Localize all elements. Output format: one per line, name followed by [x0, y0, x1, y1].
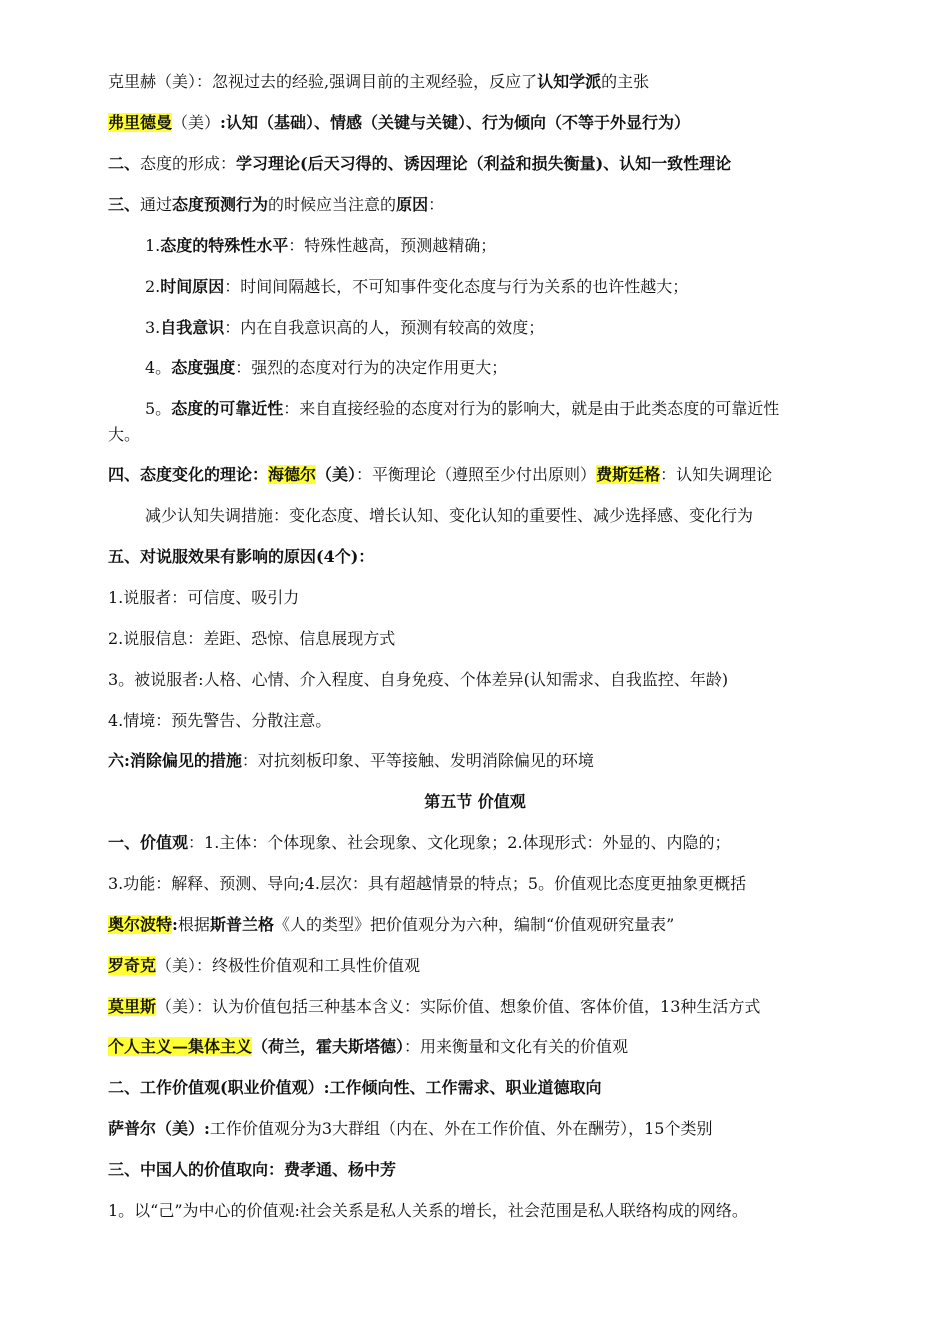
text-segment: （荷兰，霍夫斯塔德） — [252, 1037, 405, 1056]
text-segment: ：时间间隔越长，不可知事件变化态度与行为关系的也许性越大； — [224, 277, 689, 296]
text-segment: ：内在自我意识高的人，预测有较高的效度； — [224, 318, 545, 337]
text-segment: ：对抗刻板印象、平等接触、发明消除偏见的环境 — [241, 751, 594, 770]
text-segment: 认知学派 — [537, 72, 602, 91]
text-segment: 3. — [145, 318, 161, 337]
text-segment: ：认知失调理论 — [660, 465, 773, 484]
text-segment: 三、 — [108, 195, 141, 214]
text-line — [108, 710, 331, 732]
highlighted-term: 罗奇克 — [108, 956, 157, 975]
text-segment: 一、价值观 — [108, 833, 189, 852]
text-segment: （美）：认为价值包括三种基本含义：实际价值、想象价值、客体价值，13种生活方式 — [156, 997, 761, 1016]
highlighted-term: 费斯廷格 — [596, 465, 661, 484]
text-segment: 萨普尔（美）: — [108, 1119, 210, 1138]
text-segment: 态度的形成： — [140, 154, 237, 173]
text-segment: 态度的可靠近性 — [171, 399, 284, 418]
text-segment: ：平衡理论（遵照至少付出原则） — [356, 465, 597, 484]
text-line — [108, 832, 731, 854]
text-line — [108, 1118, 712, 1140]
text-segment: 3。被说服者:人格、心情、介入程度、自身免疫、个体差异(认知需求、自我监控、年龄) — [108, 670, 729, 689]
text-segment: 2. — [145, 277, 161, 296]
text-line — [108, 1036, 628, 1058]
text-segment: 通过 — [140, 195, 173, 214]
text-segment: 5。 — [145, 399, 172, 418]
text-line — [145, 357, 507, 379]
text-segment: 自我意识 — [160, 318, 225, 337]
text-segment: 的时候应当注意的 — [268, 195, 397, 214]
text-segment: 根据 — [177, 915, 210, 934]
text-segment: 克里赫（美）：忽视过去的经验,强调目前的主观经验，反应了 — [108, 72, 538, 91]
text-line — [108, 750, 594, 772]
text-line — [108, 1200, 748, 1222]
text-segment: ： — [428, 195, 445, 214]
text-segment: 三、中国人的价值取向： — [108, 1160, 285, 1179]
text-segment: 减少认知失调措施：变化态度、增长认知、变化认知的重要性、减少选择感、变化行为 — [145, 506, 754, 525]
text-line — [108, 1159, 396, 1181]
text-line — [108, 587, 299, 609]
text-line — [145, 398, 779, 420]
highlighted-term: 莫里斯 — [108, 997, 157, 1016]
text-line — [145, 276, 688, 298]
text-segment: 1。以“己”为中心的价值观:社会关系是私人关系的增长，社会范围是私人联络构成的网络。 — [108, 1201, 748, 1220]
text-segment: 学习理论(后天习得的、诱因理论（利益和损失衡量)、认知一致性理论 — [236, 154, 732, 173]
text-line — [108, 873, 746, 895]
text-line — [108, 71, 649, 93]
highlighted-term: 奥尔波特 — [108, 915, 173, 934]
text-segment: 态度的特殊性水平 — [160, 236, 289, 255]
text-line — [108, 546, 374, 568]
highlighted-term: 海德尔 — [268, 465, 317, 484]
text-segment: 《人的类型》把价值观分为六种，编制“价值观研究量表” — [273, 915, 675, 934]
text-line — [108, 996, 760, 1018]
text-line — [108, 194, 444, 216]
text-segment: ：特殊性越高，预测越精确； — [288, 236, 497, 255]
text-segment: ：强烈的态度对行为的决定作用更大； — [235, 358, 508, 377]
text-line — [108, 153, 731, 175]
text-segment: 时间原因 — [160, 277, 225, 296]
text-segment: 1. — [145, 236, 161, 255]
text-line — [108, 424, 140, 446]
text-segment: 第五节 价值观 — [424, 792, 526, 811]
text-segment: 五、对说服效果有影响的原因(4个)： — [108, 547, 375, 566]
text-segment: 斯普兰格 — [209, 915, 274, 934]
text-line — [145, 505, 753, 527]
text-segment: 态度强度 — [171, 358, 236, 377]
text-segment: 2.说服信息：差距、恐惊、信息展现方式 — [108, 629, 396, 648]
text-segment: 工作价值观分为3大群组（内在、外在工作价值、外在酬劳），15个类别 — [209, 1119, 713, 1138]
text-line — [108, 914, 674, 936]
text-segment: : — [172, 915, 178, 934]
text-segment: 费孝通、杨中芳 — [284, 1160, 397, 1179]
highlighted-term: 个人主义—集体主义 — [108, 1037, 253, 1056]
text-segment: 的主张 — [601, 72, 650, 91]
section-heading — [0, 791, 950, 813]
text-segment: 二、工作价值观(职业价值观）:工作倾向性、工作需求、职业道德取向 — [108, 1078, 602, 1097]
text-segment: 大。 — [108, 425, 141, 444]
text-segment: 1.说服者：可信度、吸引力 — [108, 588, 300, 607]
text-segment: （美） — [316, 465, 357, 484]
text-line — [145, 317, 544, 339]
text-segment: ：1.主体：个体现象、社会现象、文化现象；2.体现形式：外显的、内隐的； — [188, 833, 731, 852]
text-segment: 态度预测行为 — [172, 195, 269, 214]
text-segment: 六:消除偏见的措施 — [108, 751, 242, 770]
text-segment: 二、 — [108, 154, 141, 173]
text-segment: 4.情境：预先警告、分散注意。 — [108, 711, 332, 730]
text-line — [108, 1077, 601, 1099]
text-segment: （美） — [172, 113, 221, 132]
text-segment: 4。 — [145, 358, 172, 377]
text-segment: 原因 — [396, 195, 429, 214]
text-segment: ：用来衡量和文化有关的价值观 — [404, 1037, 629, 1056]
text-line — [145, 235, 496, 257]
text-line — [108, 628, 395, 650]
text-line — [108, 464, 772, 486]
text-line — [108, 669, 728, 691]
text-line — [108, 955, 420, 977]
text-line — [108, 112, 690, 134]
text-segment: （美）：终极性价值观和工具性价值观 — [156, 956, 421, 975]
highlighted-term: 弗里德曼 — [108, 113, 173, 132]
text-segment: :认知（基础）、情感（关键与关键）、行为倾向（不等于外显行为） — [220, 113, 690, 132]
text-segment: ：来自直接经验的态度对行为的影响大，就是由于此类态度的可靠近性 — [283, 399, 780, 418]
text-segment: 四、态度变化的理论： — [108, 465, 269, 484]
text-segment: 3.功能：解释、预测、导向;4.层次：具有超越情景的特点；5。价值观比态度更抽象更概括 — [108, 874, 747, 893]
